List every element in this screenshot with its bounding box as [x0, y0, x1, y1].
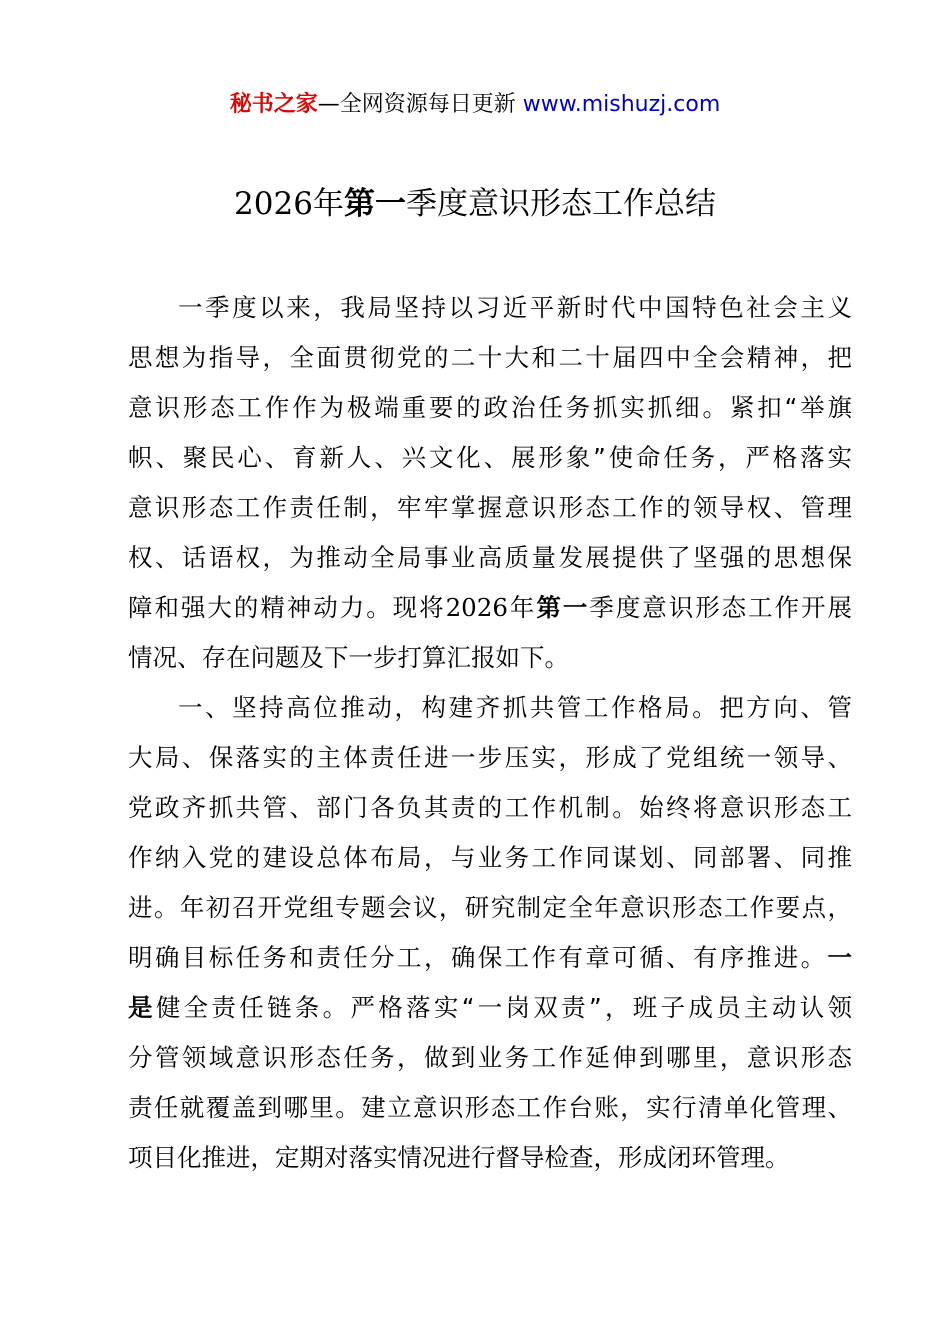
- text-line: 意识形态工作责任制，牢牢掌握意识形态工作的领导权、管理: [128, 493, 852, 522]
- section-heading: 一、坚持高位推动，构建齐抓共管工作格局。: [178, 693, 720, 722]
- title-part-1: 年: [312, 186, 344, 222]
- document-body: [128, 283, 852, 1183]
- paragraph-intro: [128, 283, 852, 683]
- text-segment: 年: [507, 593, 537, 622]
- text-line: 作纳入党的建设总体布局，与业务工作同谋划、同部署、同推: [128, 843, 852, 872]
- bold-text: 一: [827, 943, 852, 972]
- text-line: 权、话语权，为推动全局事业高质量发展提供了坚强的思想保: [128, 543, 852, 572]
- text-line: 一季度以来，我局坚持以习近平新时代中国特色社会主义: [178, 293, 852, 322]
- site-header: [0, 88, 950, 122]
- site-url-link[interactable]: www.mishuzj.com: [522, 92, 721, 117]
- title-part-2: 第一: [343, 186, 406, 222]
- text-line: 分管领域意识形态任务，做到业务工作延伸到哪里，意识形态: [128, 1043, 852, 1072]
- bold-text: 是: [128, 993, 156, 1022]
- text-segment: 把方向、管: [719, 693, 852, 722]
- text-line: 进。年初召开党组专题会议，研究制定全年意识形态工作要点，: [128, 893, 852, 922]
- text-line: 责任就覆盖到哪里。建立意识形态工作台账，实行清单化管理、: [128, 1093, 852, 1122]
- bold-text: 第一: [536, 593, 590, 622]
- text-line: 项目化推进，定期对落实情况进行督导检查，形成闭环管理。: [128, 1143, 790, 1172]
- text-segment: 健全责任链条。严格落实“一岗双责”，班子成员主动认领: [155, 993, 852, 1022]
- header-tagline: —全网资源每日更新: [317, 92, 523, 117]
- text-line: 情况、存在问题及下一步打算汇报如下。: [128, 643, 569, 672]
- text-segment: 季度意识形态工作开展: [589, 593, 853, 622]
- document-title: [0, 182, 950, 226]
- text-line: 党政齐抓共管、部门各负其责的工作机制。始终将意识形态工: [128, 793, 852, 822]
- title-year: 2026: [234, 186, 313, 222]
- text-line: [128, 583, 852, 633]
- text-line: 思想为指导，全面贯彻党的二十大和二十届四中全会精神，把: [128, 343, 852, 372]
- text-line: [128, 933, 852, 983]
- year-text: 2026: [445, 593, 508, 622]
- paragraph-section-1: [128, 683, 852, 1183]
- text-line: [128, 683, 852, 733]
- text-line: 帜、聚民心、育新人、兴文化、展形象”使命任务，严格落实: [128, 443, 852, 472]
- text-line: 大局、保落实的主体责任进一步压实，形成了党组统一领导、: [128, 743, 852, 772]
- text-segment: 明确目标任务和责任分工，确保工作有章可循、有序推进。: [128, 943, 828, 972]
- title-part-3: 季度意识形态工作总结: [405, 186, 716, 222]
- text-line: [128, 983, 852, 1033]
- text-segment: 障和强大的精神动力。现将: [128, 593, 446, 622]
- brand-name: 秘书之家: [229, 92, 318, 117]
- text-line: 意识形态工作作为极端重要的政治任务抓实抓细。紧扣“举旗: [128, 393, 852, 422]
